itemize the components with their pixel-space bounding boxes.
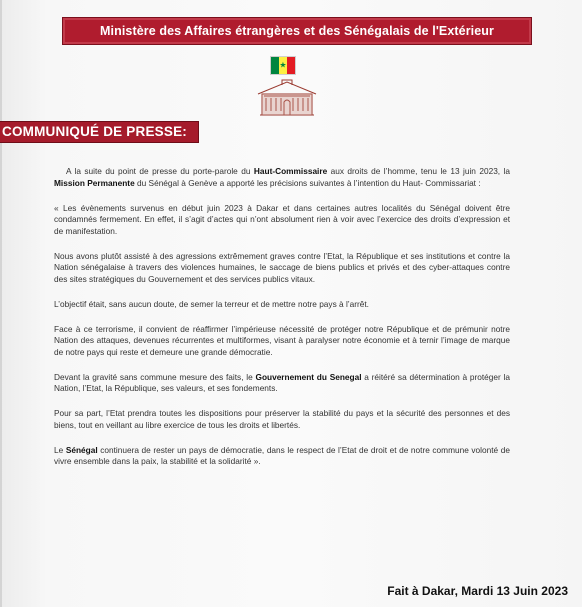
p1-bold-haut-commissaire: Haut-Commissaire	[253, 166, 328, 176]
paragraph-3: Nous avons plutôt assisté à des agressions extrêmement graves contre l’Etat, la République et ses institutions et contre la Nation sénégalaise à travers des violences humaines, le saccage de biens publics et privés et des cyber-attaques contre des sites stratégiques du Gouvernement et des services publics vitaux.	[54, 250, 510, 284]
p6-text-c: a réitéré sa détermination à protéger la Nation, l’Etat, la République, ses valeurs, et ses fondements.	[54, 371, 510, 393]
flag-green-stripe	[271, 57, 279, 74]
p6-text-a: Devant la gravité sans commune mesure des faits, le	[54, 371, 256, 382]
p1-text-c: aux droits de l’homme, tenu le 13 juin 2023, la	[327, 166, 510, 176]
press-release-title: COMMUNIQUÉ DE PRESSE:	[0, 121, 199, 143]
p6-bold-gouvernement: Gouvernement du Senegal	[255, 371, 362, 382]
p1-text-a: A la suite du point de presse du porte-parole du	[66, 166, 254, 176]
paragraph-6	[54, 372, 510, 395]
flag-red-stripe	[287, 57, 295, 74]
page-edge-shadow	[0, 0, 2, 607]
flag-yellow-stripe	[279, 57, 287, 74]
paragraph-intro	[54, 166, 510, 189]
communique-body	[54, 166, 510, 481]
paragraph-4: L’objectif était, sans aucun doute, de semer la terreur et de mettre notre pays à l’arrêt.	[54, 298, 369, 309]
place-date-signature: Fait à Dakar, Mardi 13 Juin 2023	[387, 584, 568, 598]
paragraph-7: Pour sa part, l’Etat prendra toutes les dispositions pour préserver la stabilité du pays et la sécurité des personnes et des biens, tout en veillant au libre exercice de tous les droits et libertés.	[54, 408, 510, 430]
paragraph-8	[54, 445, 510, 468]
p1-bold-mission-permanente: Mission Permanente	[54, 177, 135, 188]
ministry-header-banner: Ministère des Affaires étrangères et des Sénégalais de l'Extérieur	[62, 17, 532, 45]
paragraph-2: « Les évènements survenus en début juin 2023 à Dakar et dans certaines autres localités du Sénégal doivent être condamnés fermement. En effet, il s’agit d’actes qui n’ont absolument rien à voir avec l’exercice des droits d’expression et de manifestation.	[54, 202, 510, 236]
flag-star-icon: ★	[279, 60, 287, 70]
p8-bold-senegal: Sénégal	[65, 444, 98, 455]
paragraph-5: Face à ce terrorisme, il convient de réaffirmer l’impérieuse nécessité de protéger notre République et de prémunir notre Nation des attaques, devenues récurrentes et multiformes, visant à paralyser notre économie et à ternir l’image de marque de notre pays qui reste et demeure une grande démocratie.	[54, 323, 510, 357]
p8-text-a: Le	[54, 444, 66, 455]
senegal-flag-icon	[270, 56, 296, 75]
building-emblem-icon	[252, 76, 322, 118]
p1-text-e: du Sénégal à Genève a apporté les précisions suivantes à l’intention du Haut- Commissariat :	[134, 177, 481, 188]
p8-text-c: continuera de rester un pays de démocratie, dans le respect de l’Etat de droit et de notre commune volonté de vivre ensemble dans la paix, la stabilité et la solidarité ».	[54, 444, 510, 466]
